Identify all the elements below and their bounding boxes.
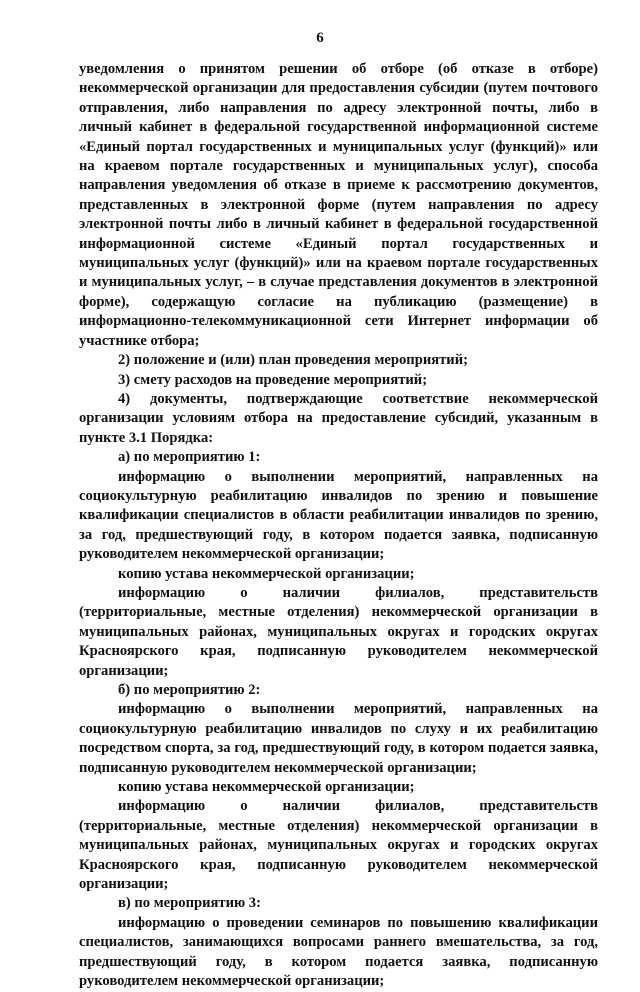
paragraph: б) по мероприятию 2: — [118, 682, 261, 698]
paragraph: 3) смету расходов на проведение мероприятий; — [118, 371, 428, 388]
paragraph: информацию о выполнении мероприятий, направленных на социокультурную реабилитацию инвалидов по зрению и повышение квалификации специалистов в области реабилитации инвалидов по зрению, за год, предшествующий году, в котором подается заявка, подписанную руководителем некоммерческой организации; — [79, 468, 598, 563]
paragraph: 2) положение и (или) план проведения мероприятий; — [118, 352, 468, 369]
paragraph: информацию о наличии филиалов, представительств (территориальные, местные отделения) некоммерческой организации в муниципальных районах, муниципальных округах и городских округах Красноярского края, подписанную руководителем некоммерческой организации; — [79, 584, 598, 679]
document-body — [79, 60, 598, 992]
paragraph: копию устава некоммерческой организации; — [118, 565, 415, 582]
paragraph: копию устава некоммерческой организации; — [118, 779, 415, 796]
paragraph: в) по мероприятию 3: — [118, 895, 261, 912]
paragraph: информацию о выполнении мероприятий, направленных на социокультурную реабилитацию инвалидов по слуху и их реабилитацию посредством спорта, за год, предшествующий году, в котором подается заявка, подписанную руководителем некоммерческой организации; — [79, 701, 598, 776]
paragraph: 4) документы, подтверждающие соответствие некоммерческой организации условиям отбора на предоставление субсидий, указанным в пункте 3.1 Порядка: — [79, 390, 598, 446]
paragraph: уведомления о принятом решении об отборе (об отказе в отборе) некоммерческой организации для предоставления субсидии (путем почтового отправления, либо направления по адресу электронной почты, либо в личный кабинет в федеральной государственной информационной системе «Единый портал государственных и муниципальных услуг (функций)» или на краевом портале государственных и муниципальных услуг), способа направления уведомления об отказе в приеме к рассмотрению документов, представленных в электронной форме (путем направления по адресу электронной почты либо в личный кабинет в федеральной государственной информационной системе «Единый портал государственных и муниципальных услуг (функций)» или на краевом портале государственных и муниципальных услуг, – в случае представления документов в электронной форме), содержащую согласие на публикацию (размещение) в информационно-телекоммуникационной сети Интернет информации об участнике отбора; — [79, 61, 598, 349]
page-number: 6 — [316, 30, 324, 46]
paragraph: информацию о проведении семинаров по повышению квалификации специалистов, занимающихся вопросами раннего вмешательства, за год, предшествующий году, в котором подается заявка, подписанную руководителем некоммерческой организации; — [79, 914, 598, 990]
paragraph: информацию о наличии филиалов, представительств (территориальные, местные отделения) некоммерческой организации в муниципальных районах, муниципальных округах и городских округах Красноярского края, подписанную руководителем некоммерческой организации; — [79, 798, 598, 893]
paragraph: а) по мероприятию 1: — [118, 449, 261, 466]
